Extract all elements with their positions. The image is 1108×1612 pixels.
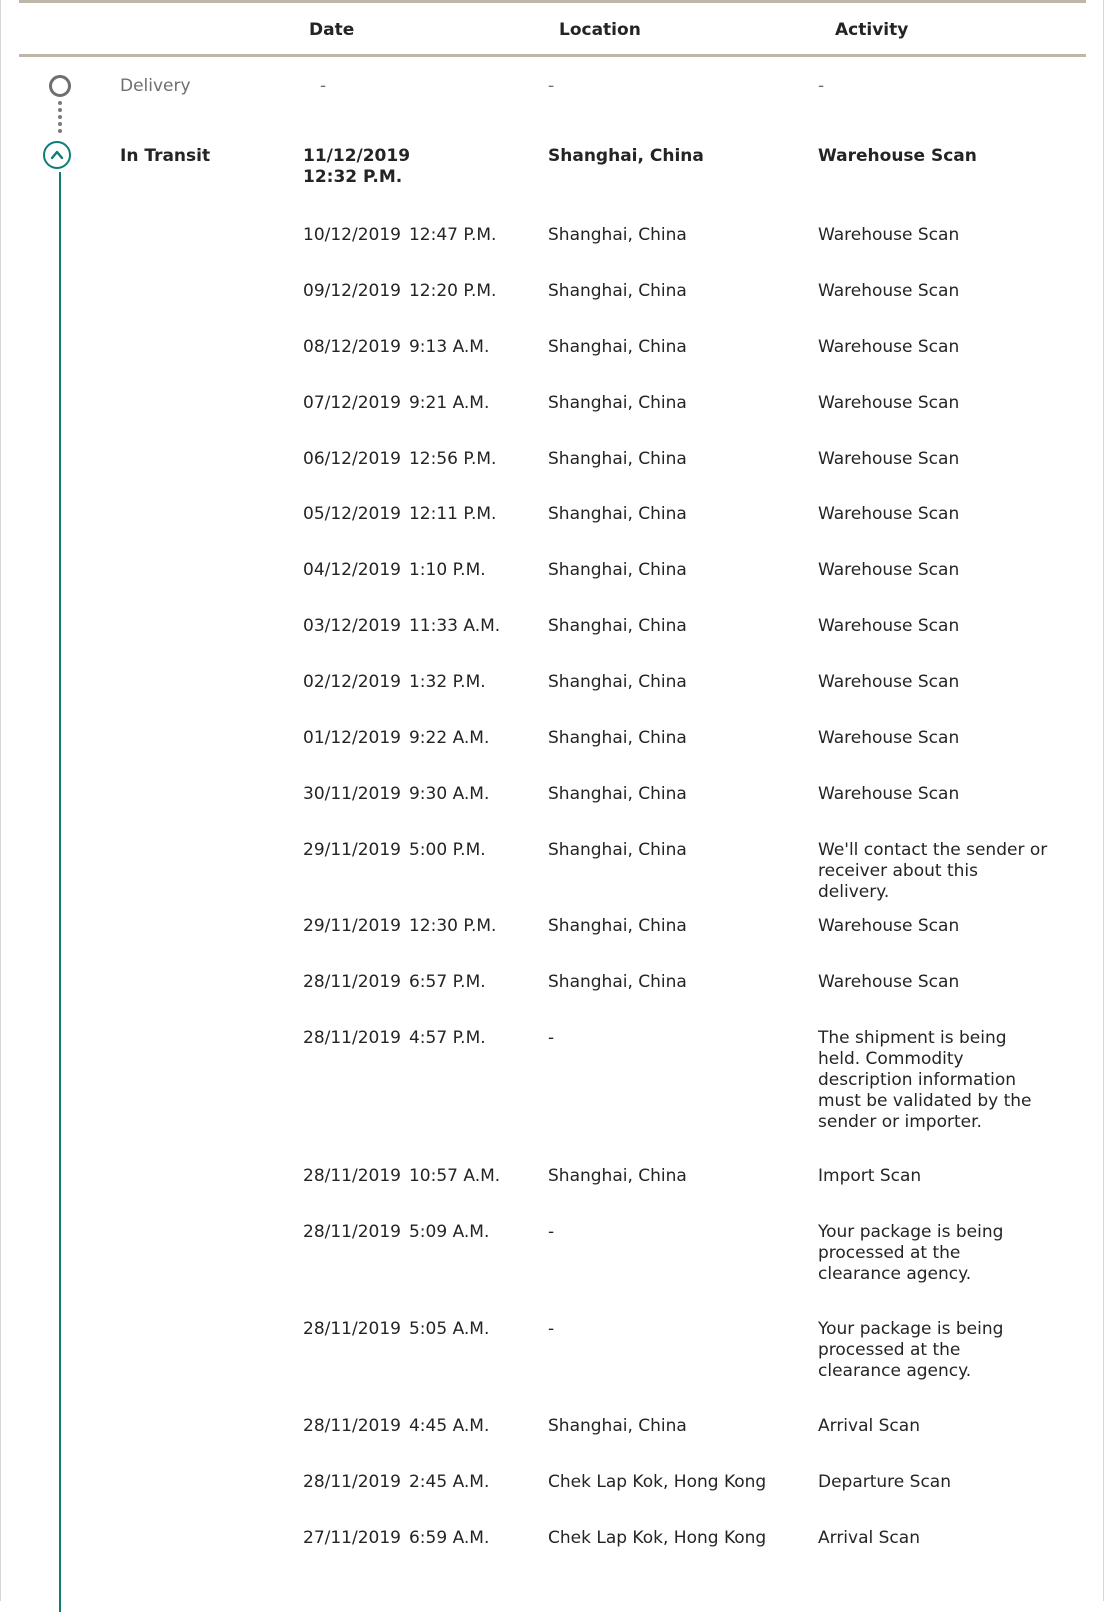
event-activity: Import Scan xyxy=(818,1166,922,1186)
event-activity: Warehouse Scan xyxy=(818,916,960,936)
dot xyxy=(58,101,62,105)
event-location: - xyxy=(548,1222,555,1242)
latest-date: 11/12/2019 xyxy=(303,146,411,166)
event-datetime xyxy=(303,784,489,805)
event-date: 04/12/2019 xyxy=(303,560,401,580)
event-time: 5:00 P.M. xyxy=(408,840,486,860)
event-activity: Warehouse Scan xyxy=(818,728,960,748)
event-datetime xyxy=(303,449,496,470)
header-activity: Activity xyxy=(835,20,909,40)
event-time: 10:57 A.M. xyxy=(408,1166,501,1186)
event-time: 9:22 A.M. xyxy=(408,728,490,748)
header-date: Date xyxy=(309,20,355,40)
event-datetime xyxy=(303,1222,489,1243)
event-location: Chek Lap Kok, Hong Kong xyxy=(548,1472,767,1492)
event-time: 12:56 P.M. xyxy=(408,449,497,469)
event-location: Chek Lap Kok, Hong Kong xyxy=(548,1528,767,1548)
event-date: 28/11/2019 xyxy=(303,1319,401,1339)
status-delivery: Delivery xyxy=(120,76,191,96)
event-date: 07/12/2019 xyxy=(303,393,401,413)
event-datetime xyxy=(303,616,500,637)
event-date: 30/11/2019 xyxy=(303,784,401,804)
collapse-in-transit-button[interactable] xyxy=(43,141,71,169)
event-datetime xyxy=(303,1472,489,1493)
event-activity: Warehouse Scan xyxy=(818,281,960,301)
delivery-date: - xyxy=(320,76,327,96)
event-time: 6:57 P.M. xyxy=(408,972,486,992)
event-activity: Warehouse Scan xyxy=(818,449,960,469)
event-time: 5:05 A.M. xyxy=(408,1319,490,1339)
event-datetime xyxy=(303,1028,486,1049)
event-date: 03/12/2019 xyxy=(303,616,401,636)
event-datetime xyxy=(303,225,496,246)
event-time: 2:45 A.M. xyxy=(408,1472,490,1492)
event-date: 27/11/2019 xyxy=(303,1528,401,1548)
event-activity: Warehouse Scan xyxy=(818,337,960,357)
event-activity: Warehouse Scan xyxy=(818,672,960,692)
event-datetime xyxy=(303,672,486,693)
event-datetime xyxy=(303,560,486,581)
event-date: 08/12/2019 xyxy=(303,337,401,357)
event-datetime xyxy=(303,972,486,993)
timeline-track xyxy=(59,172,61,1612)
dot xyxy=(58,129,62,133)
event-time: 4:45 A.M. xyxy=(408,1416,490,1436)
event-time: 5:09 A.M. xyxy=(408,1222,490,1242)
event-activity: Warehouse Scan xyxy=(818,972,960,992)
event-datetime xyxy=(303,1166,500,1187)
dot xyxy=(58,108,62,112)
event-date: 29/11/2019 xyxy=(303,840,401,860)
event-date: 28/11/2019 xyxy=(303,1472,401,1492)
event-activity: Your package is being processed at the clearance agency. xyxy=(818,1319,1004,1381)
event-location: Shanghai, China xyxy=(548,616,687,636)
latest-time: 12:32 P.M. xyxy=(303,167,403,187)
event-date: 29/11/2019 xyxy=(303,916,401,936)
event-date: 28/11/2019 xyxy=(303,972,401,992)
event-location: Shanghai, China xyxy=(548,972,687,992)
event-time: 9:30 A.M. xyxy=(408,784,490,804)
delivery-ring-icon xyxy=(49,75,71,97)
timeline-dots xyxy=(57,101,63,139)
event-date: 02/12/2019 xyxy=(303,672,401,692)
event-datetime xyxy=(303,504,496,525)
event-activity: Arrival Scan xyxy=(818,1528,920,1548)
event-location: Shanghai, China xyxy=(548,840,687,860)
event-location: Shanghai, China xyxy=(548,916,687,936)
event-location: Shanghai, China xyxy=(548,1416,687,1436)
event-time: 9:13 A.M. xyxy=(408,337,490,357)
event-date: 05/12/2019 xyxy=(303,504,401,524)
event-activity: Departure Scan xyxy=(818,1472,951,1492)
event-activity: Warehouse Scan xyxy=(818,504,960,524)
event-date: 06/12/2019 xyxy=(303,449,401,469)
event-datetime xyxy=(303,916,496,937)
event-location: Shanghai, China xyxy=(548,225,687,245)
event-location: Shanghai, China xyxy=(548,784,687,804)
event-time: 12:47 P.M. xyxy=(408,225,497,245)
event-time: 12:20 P.M. xyxy=(408,281,497,301)
event-time: 11:33 A.M. xyxy=(408,616,501,636)
event-location: Shanghai, China xyxy=(548,449,687,469)
in-transit-latest-activity: Warehouse Scan xyxy=(818,146,977,166)
delivery-location: - xyxy=(548,76,555,96)
event-activity: Warehouse Scan xyxy=(818,560,960,580)
event-location: Shanghai, China xyxy=(548,728,687,748)
event-activity: Arrival Scan xyxy=(818,1416,920,1436)
event-activity: Warehouse Scan xyxy=(818,616,960,636)
event-activity: Warehouse Scan xyxy=(818,393,960,413)
event-time: 12:11 P.M. xyxy=(408,504,497,524)
event-date: 28/11/2019 xyxy=(303,1416,401,1436)
status-in-transit: In Transit xyxy=(120,146,211,166)
in-transit-latest-date xyxy=(303,146,410,188)
event-location: Shanghai, China xyxy=(548,1166,687,1186)
event-datetime xyxy=(303,1416,489,1437)
event-date: 10/12/2019 xyxy=(303,225,401,245)
event-location: Shanghai, China xyxy=(548,393,687,413)
event-datetime xyxy=(303,728,489,749)
event-datetime xyxy=(303,1528,489,1549)
event-time: 1:10 P.M. xyxy=(408,560,486,580)
dot xyxy=(58,115,62,119)
chevron-up-icon xyxy=(50,148,64,162)
event-datetime xyxy=(303,337,489,358)
event-location: Shanghai, China xyxy=(548,672,687,692)
event-time: 1:32 P.M. xyxy=(408,672,486,692)
event-datetime xyxy=(303,393,489,414)
event-datetime xyxy=(303,281,496,302)
event-activity: We'll contact the sender or receiver about this delivery. xyxy=(818,840,1048,902)
event-location: Shanghai, China xyxy=(548,337,687,357)
event-time: 12:30 P.M. xyxy=(408,916,497,936)
event-activity: The shipment is being held. Commodity description information must be validated by the sender or importer. xyxy=(818,1028,1032,1132)
event-activity: Warehouse Scan xyxy=(818,225,960,245)
delivery-activity: - xyxy=(818,76,825,96)
event-date: 28/11/2019 xyxy=(303,1028,401,1048)
event-location: Shanghai, China xyxy=(548,560,687,580)
in-transit-latest-location: Shanghai, China xyxy=(548,146,704,166)
event-date: 09/12/2019 xyxy=(303,281,401,301)
event-date: 28/11/2019 xyxy=(303,1166,401,1186)
event-time: 4:57 P.M. xyxy=(408,1028,486,1048)
header-location: Location xyxy=(559,20,641,40)
event-activity: Your package is being processed at the clearance agency. xyxy=(818,1222,1004,1284)
event-location: - xyxy=(548,1028,555,1048)
event-time: 6:59 A.M. xyxy=(408,1528,490,1548)
event-location: Shanghai, China xyxy=(548,281,687,301)
table-header xyxy=(19,0,1086,57)
event-activity: Warehouse Scan xyxy=(818,784,960,804)
event-location: Shanghai, China xyxy=(548,504,687,524)
event-date: 01/12/2019 xyxy=(303,728,401,748)
event-date: 28/11/2019 xyxy=(303,1222,401,1242)
dot xyxy=(58,122,62,126)
event-time: 9:21 A.M. xyxy=(408,393,490,413)
event-datetime xyxy=(303,1319,489,1340)
event-datetime xyxy=(303,840,486,861)
event-location: - xyxy=(548,1319,555,1339)
